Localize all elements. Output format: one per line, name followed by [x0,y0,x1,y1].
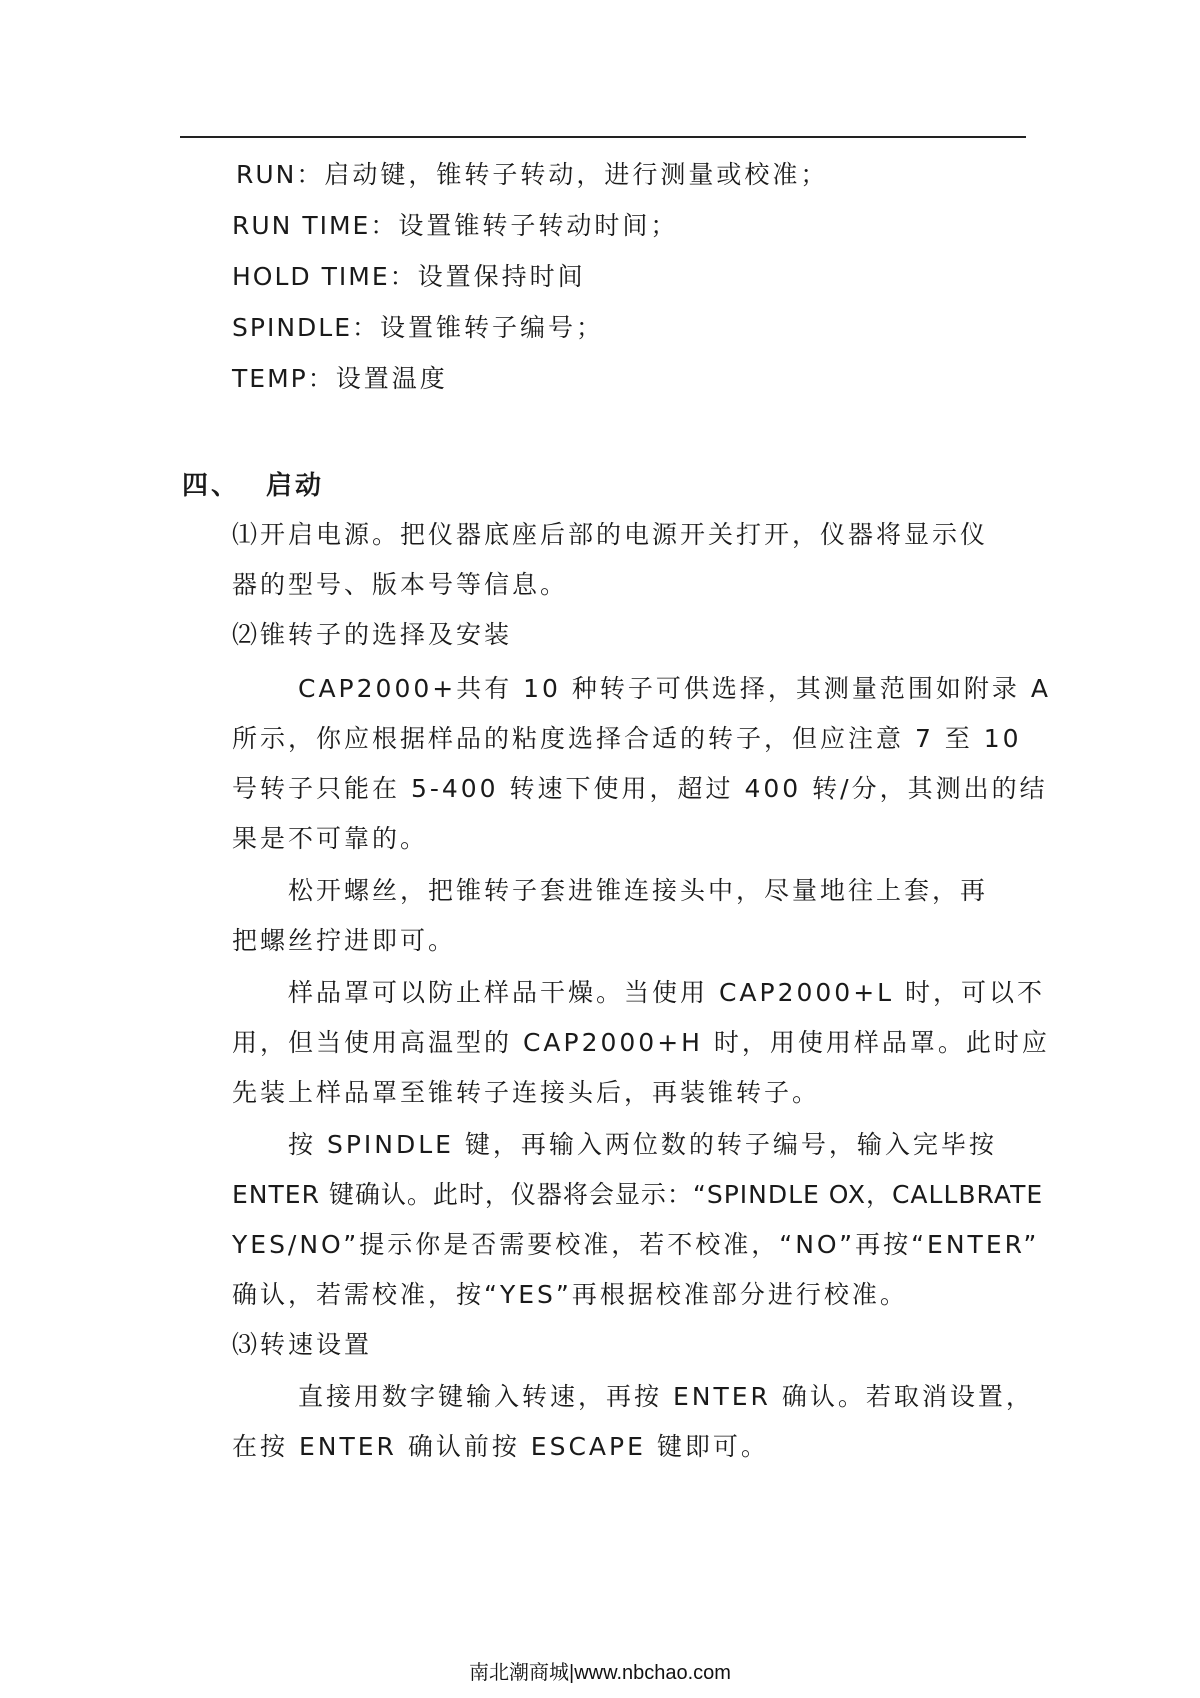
body-line: 用，但当使用高温型的 CAP2000+H 时，用使用样品罩。此时应 [232,1028,1050,1057]
footer-site-link[interactable]: 南北潮商城|www.nbchao.com [469,1662,731,1684]
body-line: CAP2000+共有 10 种转子可供选择，其测量范围如附录 A [298,674,1051,703]
body-line: 所示，你应根据样品的粘度选择合适的转子，但应注意 7 至 10 [232,724,1022,753]
body-line: 松开螺丝，把锥转子套进锥连接头中，尽量地往上套，再 [288,876,989,905]
body-line: 先装上样品罩至锥转子连接头后，再装锥转子。 [232,1078,821,1107]
key-name: TEMP [232,364,308,393]
key-desc: ：设置保持时间 [389,262,586,291]
body-line: 直接用数字键输入转速，再按 ENTER 确认。若取消设置， [298,1382,1034,1411]
section-number: 四、 [182,471,241,501]
body-line: 把螺丝拧进即可。 [232,926,457,955]
body-line: ⑵锥转子的选择及安装 [232,620,513,649]
key-def-run [236,160,1026,190]
body-line: 确认，若需校准，按“YES”再根据校准部分进行校准。 [232,1280,908,1309]
key-desc: ：设置锥转子编号； [352,313,605,342]
body-line: 在按 ENTER 确认前按 ESCAPE 键即可。 [232,1432,769,1461]
body-line: ⑶转速设置 [232,1330,373,1359]
key-name: RUN [236,160,297,189]
section-title: 启动 [266,471,325,501]
key-desc: ：设置锥转子转动时间； [370,211,679,240]
key-desc: ：启动键，锥转子转动，进行测量或校准； [296,160,829,189]
key-def-run-time [232,211,1026,241]
body-line: 按 SPINDLE 键，再输入两位数的转子编号，输入完毕按 [288,1130,997,1159]
body-line: 号转子只能在 5-400 转速下使用，超过 400 转/分，其测出的结 [232,774,1048,803]
body-line: 样品罩可以防止样品干燥。当使用 CAP2000+L 时，可以不 [288,978,1046,1007]
body-line: ⑴开启电源。把仪器底座后部的电源开关打开，仪器将显示仪 [232,520,989,549]
key-name: RUN TIME [232,211,371,240]
header-rule [180,136,1026,138]
key-def-hold-time [232,262,1026,292]
key-def-temp [232,364,1026,394]
key-name: HOLD TIME [232,262,390,291]
section-heading [182,465,324,502]
key-desc: ：设置温度 [307,364,448,393]
body-line: ENTER 键确认。此时，仪器将会显示：“SPINDLE OX，CALLBRATE [232,1180,1044,1209]
body-line: 器的型号、版本号等信息。 [232,570,569,599]
body-line: YES/NO”提示你是否需要校准，若不校准，“NO”再按“ENTER” [232,1230,1040,1259]
key-name: SPINDLE [232,313,352,342]
body-line: 果是不可靠的。 [232,824,429,853]
key-def-spindle [232,313,1026,343]
